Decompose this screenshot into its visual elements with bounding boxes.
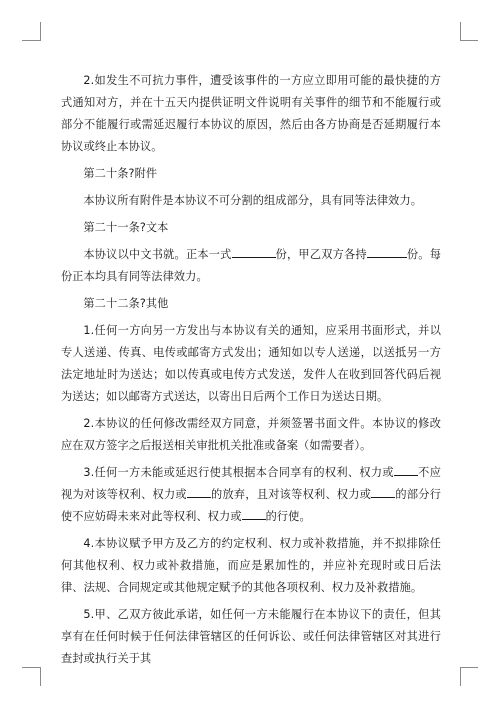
text-segment: 3.任何一方未能或延迟行使其根据本合同享有的权利、权力或 — [83, 466, 394, 479]
paragraph-mutual-undertaking: 5.甲、乙双方彼此承诺，如任何一方未能履行在本协议下的责任，但其享有在任何时候于任何法律管辖区的任何诉讼、或任何法律管辖区对其进行查封或执行关于其 — [61, 608, 441, 665]
heading-article-20: 第二十条?附件 — [83, 167, 158, 180]
text-segment: 本协议以中文书就。正本一式 — [83, 248, 232, 261]
paragraph-waiver — [61, 462, 441, 528]
text-segment: 的放弃，且对该等权利、权力或 — [210, 488, 372, 501]
paragraph-text-copies — [61, 244, 441, 288]
fill-blank — [242, 508, 266, 520]
fill-blank — [367, 246, 407, 258]
paragraph-notices: 1.任何一方向另一方发出与本协议有关的通知，应采用书面形式，并以专人送递、传真、电传或邮寄方式发出；通知如以专人送递，以送抵另一方法定地址时为送达；如以传真或电传方式发送，发件人在收到回答代码后视为送达；如以邮寄方式送达，以寄出日后两个工作日为送达日期。 — [61, 324, 441, 403]
text-segment: 份。每份正本均具有同等法律效力。 — [61, 248, 441, 283]
fill-blank — [187, 486, 211, 498]
fill-blank — [394, 464, 418, 476]
heading-article-21: 第二十一条?文本 — [83, 221, 169, 234]
fill-blank — [371, 486, 395, 498]
heading-article-22: 第二十二条?其他 — [83, 297, 169, 310]
document-body — [61, 70, 441, 675]
text-segment: 的行使。 — [265, 510, 311, 523]
text-segment: 份，甲乙双方各持 — [275, 248, 367, 261]
paragraph-force-majeure-2: 2.如发生不可抗力事件，遭受该事件的一方应立即用可能的最快捷的方式通知对方，并在十五天内提供证明文件说明有关事件的细节和不能履行或部分不能履行或需延迟履行本协议的原因，然后由各方协商是否延期履行本协议或终止本协议。 — [61, 74, 441, 153]
text-segment: 的部分行使不应妨碍未来对此等权利、权力或 — [61, 488, 442, 523]
paragraph-cumulative-rights: 4.本协议赋予甲方及乙方的约定权利、权力或补救措施，并不拟排除任何其他权利、权力或补救措施，而应是累加性的，并应补充现时或日后法律、法规、合同规定或其他规定赋予的其他各项权利、权力及补救措施。 — [61, 537, 441, 594]
paragraph-attachments: 本协议所有附件是本协议不可分割的组成部分，具有同等法律效力。 — [83, 194, 423, 207]
text-segment: 不应视为对该等权利、权力或 — [61, 466, 441, 501]
paragraph-amendments: 2.本协议的任何修改需经双方同意，并须签署书面文件。本协议的修改应在双方签字之后报送相关审批机关批准或备案（如需要者）。 — [61, 417, 441, 452]
fill-blank — [232, 246, 276, 258]
